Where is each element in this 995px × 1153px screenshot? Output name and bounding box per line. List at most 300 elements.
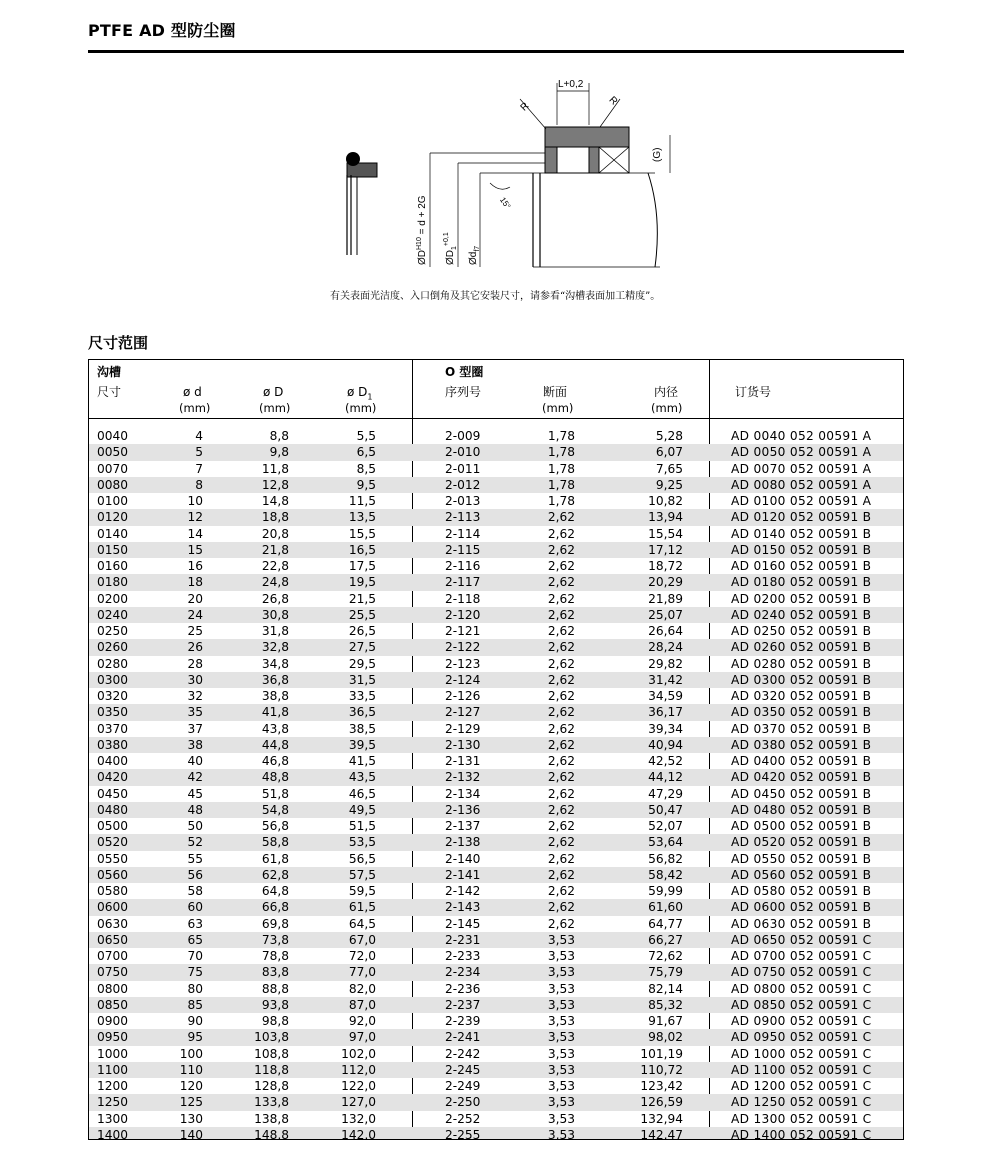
section-cell: 2,62	[547, 835, 575, 850]
table-row	[89, 916, 903, 932]
d-cell: 52	[187, 835, 203, 850]
order-cell: AD 0650 052 00591 C	[731, 932, 872, 947]
D1-cell: 5,5	[356, 429, 376, 443]
D-cell: 108,8	[254, 1046, 289, 1061]
d-cell: 140	[179, 1127, 203, 1140]
section-cell: 2,62	[547, 656, 575, 671]
d-cell: 12	[187, 510, 203, 525]
seal-profile-left	[346, 152, 377, 255]
size-cell: 1000	[97, 1046, 129, 1061]
section-cell: 3,53	[547, 965, 575, 980]
order-cell: AD 1250 052 00591 C	[731, 1095, 872, 1110]
size-cell: 0800	[97, 981, 129, 996]
series-cell: 2-233	[445, 949, 481, 963]
radius-label-right: R	[606, 94, 620, 108]
D-cell: 51,8	[261, 786, 289, 801]
order-cell: AD 0350 052 00591 B	[731, 705, 872, 720]
D1-cell: 57,5	[348, 867, 376, 882]
section-cell: 2,62	[547, 705, 575, 720]
size-cell: 0550	[97, 851, 129, 866]
D-cell: 62,8	[261, 867, 289, 882]
D-cell: 46,8	[261, 754, 289, 768]
d-cell: 15	[187, 542, 203, 557]
series-cell: 2-013	[445, 494, 481, 508]
table-row	[89, 1062, 903, 1078]
D-cell: 36,8	[261, 672, 289, 687]
order-cell: AD 0520 052 00591 B	[731, 835, 872, 850]
d-cell: 40	[187, 754, 203, 768]
dimension-table	[88, 359, 904, 1140]
d-cell: 75	[187, 965, 203, 980]
inner-cell: 91,67	[648, 1014, 683, 1028]
size-cell: 0420	[97, 770, 129, 785]
section-cell: 2,62	[547, 559, 575, 573]
housing-diameter-tolerance: H10	[416, 237, 423, 250]
order-cell: AD 0750 052 00591 C	[731, 965, 872, 980]
inner-cell: 25,07	[648, 607, 683, 622]
table-row	[89, 672, 903, 688]
table-row	[89, 656, 903, 672]
D-cell: 22,8	[261, 559, 289, 573]
size-cell: 0250	[97, 624, 129, 638]
size-cell: 0320	[97, 689, 129, 703]
series-cell: 2-136	[445, 802, 481, 817]
order-cell: AD 0240 052 00591 B	[731, 607, 872, 622]
order-cell: AD 0050 052 00591 A	[731, 445, 872, 460]
d-cell: 7	[195, 461, 203, 476]
series-cell: 2-140	[445, 851, 481, 866]
header-divider	[89, 418, 903, 419]
order-cell: AD 1400 052 00591 C	[731, 1127, 872, 1140]
D1-cell: 127,0	[341, 1095, 376, 1110]
D1-cell: 112,0	[341, 1062, 376, 1077]
inner-cell: 101,19	[640, 1046, 683, 1061]
D1-cell: 25,5	[348, 607, 376, 622]
order-cell: AD 0320 052 00591 B	[731, 689, 872, 703]
d-cell: 63	[187, 916, 203, 931]
series-cell: 2-114	[445, 526, 481, 541]
inner-cell: 53,64	[648, 835, 683, 850]
order-cell: AD 0480 052 00591 B	[731, 802, 872, 817]
D-cell: 64,8	[261, 884, 289, 898]
inner-cell: 44,12	[648, 770, 683, 785]
order-cell: AD 0630 052 00591 B	[731, 916, 872, 931]
table-row	[89, 623, 903, 639]
size-cell: 1300	[97, 1111, 129, 1126]
D-cell: 18,8	[261, 510, 289, 525]
D-cell: 14,8	[261, 494, 289, 508]
order-cell: AD 0580 052 00591 B	[731, 884, 872, 898]
D-cell: 12,8	[261, 477, 289, 492]
order-cell: AD 0900 052 00591 C	[731, 1014, 872, 1028]
D1-cell: 102,0	[341, 1046, 376, 1061]
page-title: PTFE AD 型防尘圈	[88, 21, 236, 40]
series-cell: 2-117	[445, 575, 481, 590]
inner-cell: 39,34	[648, 721, 683, 736]
order-cell: AD 0100 052 00591 A	[731, 494, 872, 508]
length-label: L+0,2	[558, 79, 584, 90]
d-cell: 18	[187, 575, 203, 590]
order-cell: AD 0500 052 00591 B	[731, 819, 872, 833]
D1-cell: 61,5	[348, 900, 376, 915]
D1-cell: 33,5	[348, 689, 376, 703]
section-cell: 3,53	[547, 997, 575, 1012]
d-cell: 110	[179, 1062, 203, 1077]
inner-cell: 42,52	[648, 754, 683, 768]
series-cell: 2-132	[445, 770, 481, 785]
table-row	[89, 721, 903, 737]
order-cell: AD 0950 052 00591 C	[731, 1030, 872, 1045]
D-cell: 88,8	[261, 981, 289, 996]
series-cell: 2-129	[445, 721, 481, 736]
series-cell: 2-113	[445, 510, 481, 525]
size-cell: 1250	[97, 1095, 129, 1110]
series-cell: 2-145	[445, 916, 481, 931]
size-cell: 0050	[97, 445, 129, 460]
table-row	[89, 461, 903, 477]
D-cell: 24,8	[261, 575, 289, 590]
size-cell: 0950	[97, 1030, 129, 1045]
D1-cell: 11,5	[348, 494, 376, 508]
table-row	[89, 818, 903, 834]
inner-cell: 64,77	[648, 916, 683, 931]
table-row	[89, 493, 903, 509]
col-inner-header: 内径	[654, 385, 679, 399]
series-cell: 2-012	[445, 477, 481, 492]
D1-cell: 49,5	[348, 802, 376, 817]
series-cell: 2-241	[445, 1030, 481, 1045]
table-row	[89, 444, 903, 460]
section-cell: 2,62	[547, 526, 575, 541]
series-cell: 2-231	[445, 932, 481, 947]
D-cell: 61,8	[261, 851, 289, 866]
order-cell: AD 0150 052 00591 B	[731, 542, 872, 557]
d-cell: 28	[187, 656, 203, 671]
angle-label: 15°	[498, 195, 513, 211]
D1-cell: 16,5	[348, 542, 376, 557]
size-cell: 0650	[97, 932, 129, 947]
table-row	[89, 558, 903, 574]
shaft-diameter-tolerance: f7	[474, 245, 481, 252]
table-row	[89, 688, 903, 704]
D1-cell: 77,0	[348, 965, 376, 980]
size-cell: 0040	[97, 429, 129, 443]
d-cell: 100	[179, 1046, 203, 1061]
dimension-lines	[430, 83, 670, 267]
size-cell: 0400	[97, 754, 129, 768]
D-cell: 148,8	[254, 1127, 289, 1140]
D-cell: 44,8	[261, 737, 289, 752]
size-cell: 0520	[97, 835, 129, 850]
col-D-unit: (mm)	[259, 401, 291, 415]
D1-cell: 92,0	[348, 1014, 376, 1028]
order-cell: AD 0120 052 00591 B	[731, 510, 872, 525]
section-cell: 2,62	[547, 607, 575, 622]
size-cell: 0370	[97, 721, 129, 736]
series-cell: 2-142	[445, 884, 481, 898]
inner-cell: 47,29	[648, 786, 683, 801]
svg-text:Ødf7	[468, 246, 481, 265]
table-row	[89, 948, 903, 964]
inner-cell: 61,60	[648, 900, 683, 915]
order-cell: AD 0600 052 00591 B	[731, 900, 872, 915]
size-cell: 0480	[97, 802, 129, 817]
col-section-unit: (mm)	[542, 401, 574, 415]
section-cell: 2,62	[547, 916, 575, 931]
section-cell: 3,53	[547, 1046, 575, 1061]
svg-text:ØD1+0,1	[443, 232, 458, 265]
size-cell: 0150	[97, 542, 129, 557]
D1-cell: 27,5	[348, 640, 376, 655]
inner-cell: 123,42	[640, 1079, 683, 1093]
series-cell: 2-249	[445, 1079, 481, 1093]
table-row	[89, 737, 903, 753]
order-cell: AD 0700 052 00591 C	[731, 949, 872, 963]
table-row	[89, 1078, 903, 1094]
order-cell: AD 0800 052 00591 C	[731, 981, 872, 996]
series-cell: 2-234	[445, 965, 481, 980]
size-cell: 0100	[97, 494, 129, 508]
D-cell: 34,8	[261, 656, 289, 671]
table-row	[89, 1094, 903, 1110]
inner-cell: 34,59	[648, 689, 683, 703]
section-cell: 3,53	[547, 1014, 575, 1028]
d-cell: 56	[187, 867, 203, 882]
series-cell: 2-239	[445, 1014, 481, 1028]
size-cell: 0580	[97, 884, 129, 898]
order-cell: AD 0550 052 00591 B	[731, 851, 872, 866]
inner-cell: 142,47	[640, 1127, 683, 1140]
table-row	[89, 769, 903, 785]
D-cell: 56,8	[261, 819, 289, 833]
series-cell: 2-134	[445, 786, 481, 801]
table-row	[89, 639, 903, 655]
section-cell: 2,62	[547, 884, 575, 898]
table-row	[89, 964, 903, 980]
order-cell: AD 1300 052 00591 C	[731, 1111, 872, 1126]
inner-cell: 56,82	[648, 851, 683, 866]
d-cell: 10	[187, 494, 203, 508]
size-cell: 0080	[97, 477, 129, 492]
section-cell: 2,62	[547, 754, 575, 768]
table-row	[89, 591, 903, 607]
d-cell: 32	[187, 689, 203, 703]
D-cell: 9,8	[269, 445, 289, 460]
series-cell: 2-137	[445, 819, 481, 833]
table-body	[89, 428, 903, 1140]
d-cell: 14	[187, 526, 203, 541]
D1-cell: 72,0	[348, 949, 376, 963]
D1-cell: 87,0	[348, 997, 376, 1012]
order-cell: AD 1200 052 00591 C	[731, 1079, 872, 1093]
order-cell: AD 0850 052 00591 C	[731, 997, 872, 1012]
d-cell: 120	[179, 1079, 203, 1093]
col-size-header: 尺寸	[97, 385, 122, 399]
series-cell: 2-122	[445, 640, 481, 655]
table-row	[89, 574, 903, 590]
section-cell: 1,78	[547, 461, 575, 476]
d-cell: 25	[187, 624, 203, 638]
d-cell: 60	[187, 900, 203, 915]
series-cell: 2-120	[445, 607, 481, 622]
size-cell: 0300	[97, 672, 129, 687]
D1-cell: 9,5	[356, 477, 376, 492]
inner-cell: 15,54	[648, 526, 683, 541]
section-cell: 2,62	[547, 900, 575, 915]
col-d-unit: (mm)	[179, 401, 211, 415]
order-cell: AD 1100 052 00591 C	[731, 1062, 872, 1077]
D1-cell: 17,5	[348, 559, 376, 573]
d-cell: 4	[195, 429, 203, 443]
inner-cell: 13,94	[648, 510, 683, 525]
d-cell: 90	[187, 1014, 203, 1028]
inner-cell: 21,89	[648, 591, 683, 606]
size-cell: 1200	[97, 1079, 129, 1093]
d-cell: 55	[187, 851, 203, 866]
D1-cell: 46,5	[348, 786, 376, 801]
D1-cell: 82,0	[348, 981, 376, 996]
section-cell: 3,53	[547, 949, 575, 963]
D-cell: 98,8	[261, 1014, 289, 1028]
section-cell: 3,53	[547, 1095, 575, 1110]
shaft-diameter-label: Ød	[468, 251, 479, 265]
col-D-header: ø D	[263, 385, 284, 399]
D-cell: 8,8	[269, 429, 289, 443]
d-cell: 42	[187, 770, 203, 785]
section-cell: 2,62	[547, 689, 575, 703]
inner-cell: 98,02	[648, 1030, 683, 1045]
order-cell: AD 0070 052 00591 A	[731, 461, 872, 476]
drawing-note: 有关表面光洁度、入口倒角及其它安装尺寸，请参看“沟槽表面加工精度”。	[330, 291, 661, 302]
inner-cell: 17,12	[648, 542, 683, 557]
table-row	[89, 786, 903, 802]
col-D1-unit: (mm)	[345, 401, 377, 415]
section-cell: 3,53	[547, 981, 575, 996]
D1-cell: 59,5	[348, 884, 376, 898]
series-cell: 2-123	[445, 656, 481, 671]
inner-cell: 52,07	[648, 819, 683, 833]
D1-cell: 36,5	[348, 705, 376, 720]
table-row	[89, 607, 903, 623]
col-inner-unit: (mm)	[651, 401, 683, 415]
d-cell: 30	[187, 672, 203, 687]
section-cell: 2,62	[547, 786, 575, 801]
D1-cell: 38,5	[348, 721, 376, 736]
D-cell: 38,8	[261, 689, 289, 703]
order-cell: AD 0260 052 00591 B	[731, 640, 872, 655]
D-cell: 41,8	[261, 705, 289, 720]
D1-cell: 56,5	[348, 851, 376, 866]
inner-cell: 132,94	[640, 1111, 683, 1126]
D1-cell: 31,5	[348, 672, 376, 687]
section-cell: 3,53	[547, 1111, 575, 1126]
D-cell: 11,8	[261, 461, 289, 476]
table-row	[89, 867, 903, 883]
series-cell: 2-121	[445, 624, 481, 638]
radius-label-left: R	[518, 100, 532, 114]
series-cell: 2-242	[445, 1046, 481, 1061]
inner-cell: 28,24	[648, 640, 683, 655]
D1-cell: 19,5	[348, 575, 376, 590]
inner-cell: 20,29	[648, 575, 683, 590]
series-cell: 2-143	[445, 900, 481, 915]
d-cell: 130	[179, 1111, 203, 1126]
table-row	[89, 1013, 903, 1029]
D1-cell: 15,5	[348, 526, 376, 541]
D-cell: 54,8	[261, 802, 289, 817]
order-cell: AD 0560 052 00591 B	[731, 867, 872, 882]
series-cell: 2-116	[445, 559, 481, 573]
D-cell: 128,8	[254, 1079, 289, 1093]
size-cell: 0560	[97, 867, 129, 882]
series-cell: 2-245	[445, 1062, 481, 1077]
col-D1-subscript: 1	[367, 392, 373, 402]
section-cell: 2,62	[547, 510, 575, 525]
table-row	[89, 932, 903, 948]
section-cell: 1,78	[547, 494, 575, 508]
d-cell: 20	[187, 591, 203, 606]
D1-cell: 6,5	[356, 445, 376, 460]
D-cell: 103,8	[254, 1030, 289, 1045]
order-cell: AD 0180 052 00591 B	[731, 575, 872, 590]
table-row	[89, 542, 903, 558]
section-cell: 1,78	[547, 477, 575, 492]
d-cell: 24	[187, 607, 203, 622]
section-cell: 2,62	[547, 542, 575, 557]
section-cell: 2,62	[547, 867, 575, 882]
section-heading: 尺寸范围	[88, 334, 149, 352]
inner-cell: 82,14	[648, 981, 683, 996]
series-cell: 2-141	[445, 867, 481, 882]
series-cell: 2-124	[445, 672, 481, 687]
d-cell: 125	[179, 1095, 203, 1110]
section-cell: 3,53	[547, 932, 575, 947]
table-row	[89, 834, 903, 850]
table-row	[89, 802, 903, 818]
series-cell: 2-250	[445, 1095, 481, 1110]
group-oring-header: O 型圈	[445, 365, 484, 379]
D1-cell: 67,0	[348, 932, 376, 947]
order-cell: AD 0370 052 00591 B	[731, 721, 872, 736]
section-cell: 2,62	[547, 851, 575, 866]
size-cell: 0500	[97, 819, 129, 833]
D-cell: 31,8	[261, 624, 289, 638]
section-cell: 2,62	[547, 819, 575, 833]
section-cell: 2,62	[547, 770, 575, 785]
size-cell: 0280	[97, 656, 129, 671]
section-cell: 3,53	[547, 1127, 575, 1140]
order-cell: AD 0280 052 00591 B	[731, 656, 872, 671]
d-cell: 16	[187, 559, 203, 573]
D-cell: 83,8	[261, 965, 289, 980]
d-cell: 70	[187, 949, 203, 963]
section-cell: 3,53	[547, 1062, 575, 1077]
inner-cell: 9,25	[655, 477, 683, 492]
d-cell: 80	[187, 981, 203, 996]
size-cell: 0180	[97, 575, 129, 590]
table-row	[89, 477, 903, 493]
series-cell: 2-127	[445, 705, 481, 720]
table-row	[89, 883, 903, 899]
series-cell: 2-252	[445, 1111, 481, 1126]
size-cell: 0350	[97, 705, 129, 720]
inner-cell: 110,72	[640, 1062, 683, 1077]
D1-cell: 26,5	[348, 624, 376, 638]
series-cell: 2-011	[445, 461, 481, 476]
order-cell: AD 0300 052 00591 B	[731, 672, 872, 687]
size-cell: 0900	[97, 1014, 129, 1028]
D1-cell: 51,5	[348, 819, 376, 833]
